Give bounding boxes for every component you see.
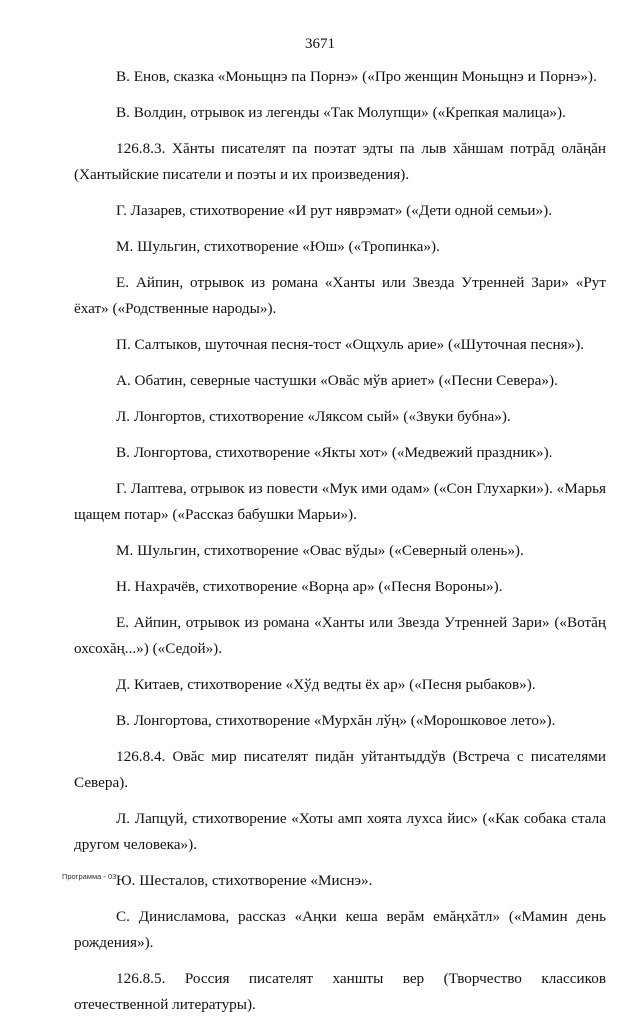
document-body — [74, 64, 606, 1028]
paragraph: М. Шульгин, стихотворение «Овас вўды» («Северный олень»). — [116, 542, 524, 559]
paragraph: М. Шульгин, стихотворение «Юш» («Тропинка»). — [116, 238, 440, 255]
paragraph: Ю. Шесталов, стихотворение «Миснэ». — [116, 872, 373, 889]
paragraph: С. Динисламова, рассказ «Аңки кеша верăм емăңхăтл» («Мамин день рождения»). — [74, 908, 606, 951]
page-number: 3671 — [305, 36, 335, 52]
paragraph: Г. Лаптева, отрывок из повести «Мук ими одам» («Сон Глухарки»). «Марья щащем потар» («Рассказ бабушки Марьи»). — [74, 480, 606, 523]
section-heading-126-8-4: 126.8.4. Овăс мир писателят пидăн уйтантыддўв (Встреча с писателями Севера). — [74, 748, 606, 791]
paragraph: А. Обатин, северные частушки «Овăс мўв ариет» («Песни Севера»). — [116, 372, 558, 389]
paragraph: В. Енов, сказка «Моньщнэ па Порнэ» («Про женщин Моньщнэ и Порнэ»). — [116, 68, 597, 85]
section-heading-126-8-3: 126.8.3. Хăнты писателят па поэтат эдты па лыв хăншам потрăд олăңăн (Хантыйские писатели и поэты и их произведения). — [74, 140, 606, 183]
paragraph: Г. Лазарев, стихотворение «И рут няврэмат» («Дети одной семьи»). — [116, 202, 552, 219]
paragraph: Л. Лонгортов, стихотворение «Ляксом сый» («Звуки бубна»). — [116, 408, 511, 425]
section-heading-126-8-5: 126.8.5. Россия писателят ханшты вер (Творчество классиков отечественной литературы). — [74, 970, 606, 1013]
paragraph: Д. Китаев, стихотворение «Хўд ведты ёх ар» («Песня рыбаков»). — [116, 676, 536, 693]
paragraph: П. Салтыков, шуточная песня-тост «Ощхуль арие» («Шуточная песня»). — [116, 336, 585, 353]
paragraph: Е. Айпин, отрывок из романа «Ханты или Звезда Утренней Зари» («Вотăң охсохăң...») («Седой»). — [74, 614, 606, 657]
paragraph: В. Волдин, отрывок из легенды «Так Молупщи» («Крепкая малица»). — [116, 104, 566, 121]
paragraph: Н. Нахрачёв, стихотворение «Ворңа ар» («Песня Вороны»). — [116, 578, 503, 595]
paragraph: Е. Айпин, отрывок из романа «Ханты или Звезда Утренней Зари» «Рут ёхат» («Родственные народы»). — [74, 274, 606, 317]
paragraph: В. Лонгортова, стихотворение «Мурхăн лўң» («Морошковое лето»). — [116, 712, 556, 729]
paragraph: В. Лонгортова, стихотворение «Якты хот» («Медвежий праздник»). — [116, 444, 553, 461]
page-footer: Программа - 03 — [62, 872, 117, 881]
paragraph: Л. Лапцуй, стихотворение «Хоты амп хоята лухса йис» («Как собака стала другом человека»). — [74, 810, 606, 853]
